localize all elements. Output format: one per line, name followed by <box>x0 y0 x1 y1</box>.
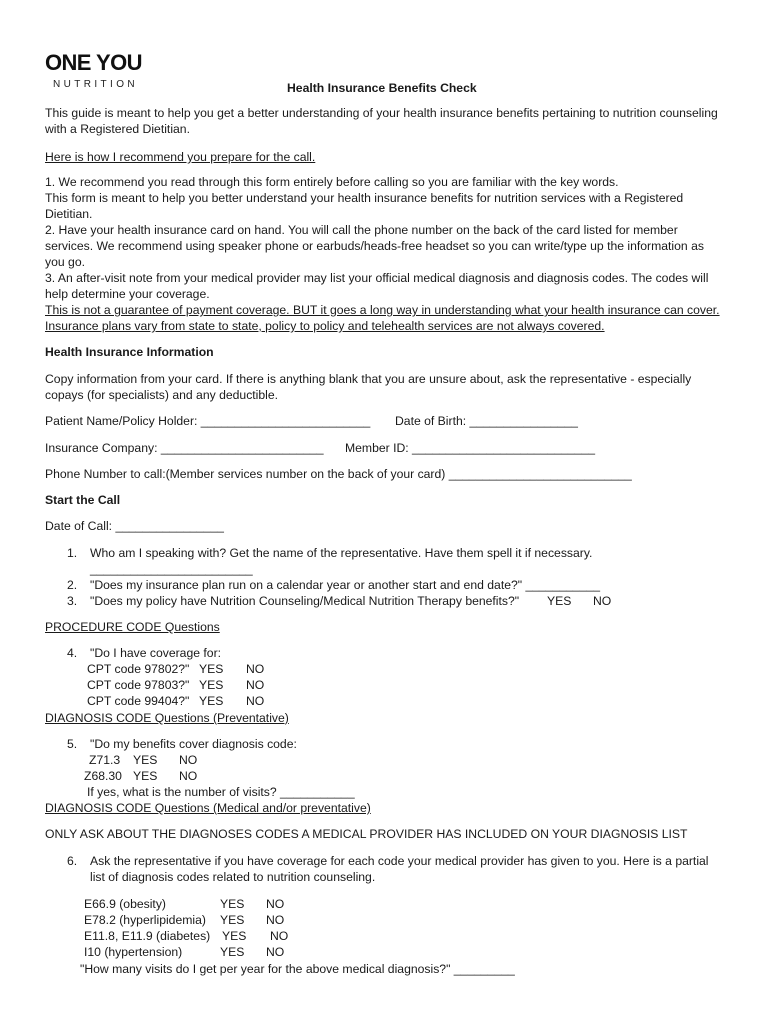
code-e78-2-yes[interactable]: YES <box>220 913 245 927</box>
code-e11-yes[interactable]: YES <box>222 929 247 943</box>
prepare-step-1-detail: This form is meant to help you better understand your health insurance benefits for nutrition services with a Registered Dietitian. <box>45 191 684 221</box>
number-of-visits-field[interactable]: If yes, what is the number of visits? ___________ <box>87 785 355 799</box>
document-title: Health Insurance Benefits Check <box>287 81 477 95</box>
prepare-heading: Here is how I recommend you prepare for the call. <box>45 150 316 164</box>
cpt-97803-no[interactable]: NO <box>246 678 265 692</box>
disclaimer: This is not a guarantee of payment coverage. BUT it goes a long way in understanding what your health insurance can cover. Insurance plans vary from state to state, policy to policy and telehealth services are not always covered. <box>45 303 720 333</box>
cpt-97802: CPT code 97802?" <box>87 662 190 676</box>
diagnosis-medical-heading: DIAGNOSIS CODE Questions (Medical and/or preventative) <box>45 801 371 815</box>
code-i10: I10 (hypertension) <box>84 945 183 959</box>
code-e78-2: E78.2 (hyperlipidemia) <box>84 913 206 927</box>
question-1-answer-line[interactable]: ________________________ <box>90 562 253 576</box>
question-1-number: 1. <box>67 546 78 560</box>
code-e11-no[interactable]: NO <box>270 929 289 943</box>
logo-subtitle: NUTRITION <box>53 79 139 90</box>
question-2-number: 2. <box>67 578 78 592</box>
code-z71-3-no[interactable]: NO <box>179 753 198 767</box>
question-4-number: 4. <box>67 646 78 660</box>
question-5: "Do my benefits cover diagnosis code: <box>90 737 297 751</box>
intro-paragraph: This guide is meant to help you get a better understanding of your health insurance benefits pertaining to nutrition counseling with a Registered Dietitian. <box>45 106 718 136</box>
code-e66-9: E66.9 (obesity) <box>84 897 166 911</box>
code-i10-no[interactable]: NO <box>266 945 285 959</box>
diagnosis-preventative-heading: DIAGNOSIS CODE Questions (Preventative) <box>45 711 289 725</box>
question-3: "Does my policy have Nutrition Counseling/Medical Nutrition Therapy benefits?" <box>90 594 520 608</box>
cpt-97803-yes[interactable]: YES <box>199 678 224 692</box>
code-z71-3: Z71.3 <box>89 753 121 767</box>
prepare-step-3: 3. An after-visit note from your medical provider may list your official medical diagnosis and diagnosis codes. The codes will help determine your coverage. <box>45 271 709 301</box>
question-3-number: 3. <box>67 594 78 608</box>
cpt-99404: CPT code 99404?" <box>87 694 190 708</box>
phone-number-field[interactable]: Phone Number to call:(Member services number on the back of your card) ___________________________ <box>45 467 632 481</box>
date-of-call-field[interactable]: Date of Call: ________________ <box>45 519 224 533</box>
member-id-field[interactable]: Member ID: ___________________________ <box>345 441 596 455</box>
question-5-number: 5. <box>67 737 78 751</box>
insurance-company-field[interactable]: Insurance Company: ________________________ <box>45 441 324 455</box>
cpt-97802-yes[interactable]: YES <box>199 662 224 676</box>
code-e66-9-yes[interactable]: YES <box>220 897 245 911</box>
question-3-no[interactable]: NO <box>593 594 612 608</box>
code-e11: E11.8, E11.9 (diabetes) <box>84 929 211 943</box>
code-z68-30: Z68.30 <box>84 769 122 783</box>
question-1: Who am I speaking with? Get the name of the representative. Have them spell it if necessary. <box>90 546 593 560</box>
patient-name-field[interactable]: Patient Name/Policy Holder: _________________________ <box>45 414 371 428</box>
question-6-number: 6. <box>67 854 78 868</box>
code-z68-30-no[interactable]: NO <box>179 769 198 783</box>
question-6: Ask the representative if you have coverage for each code your medical provider has given to you. Here is a partial list of diagnosis codes related to nutrition counseling. <box>90 854 709 884</box>
question-3-yes[interactable]: YES <box>547 594 572 608</box>
cpt-99404-no[interactable]: NO <box>246 694 265 708</box>
code-z71-3-yes[interactable]: YES <box>133 753 158 767</box>
insurance-info-heading: Health Insurance Information <box>45 345 214 359</box>
visits-per-year-question[interactable]: "How many visits do I get per year for the above medical diagnosis?" _________ <box>80 962 515 976</box>
cpt-97802-no[interactable]: NO <box>246 662 265 676</box>
date-of-birth-field[interactable]: Date of Birth: ________________ <box>395 414 578 428</box>
cpt-99404-yes[interactable]: YES <box>199 694 224 708</box>
code-e66-9-no[interactable]: NO <box>266 897 285 911</box>
prepare-step-1: 1. We recommend you read through this form entirely before calling so you are familiar with the key words. <box>45 175 619 189</box>
question-4: "Do I have coverage for: <box>90 646 222 660</box>
code-i10-yes[interactable]: YES <box>220 945 245 959</box>
procedure-code-heading: PROCEDURE CODE Questions <box>45 620 220 634</box>
start-call-heading: Start the Call <box>45 493 121 507</box>
code-e78-2-no[interactable]: NO <box>266 913 285 927</box>
only-ask-notice: ONLY ASK ABOUT THE DIAGNOSES CODES A MEDICAL PROVIDER HAS INCLUDED ON YOUR DIAGNOSIS LIST <box>45 827 688 841</box>
question-2: "Does my insurance plan run on a calendar year or another start and end date?" ___________ <box>90 578 601 592</box>
cpt-97803: CPT code 97803?" <box>87 678 190 692</box>
insurance-info-intro: Copy information from your card. If there is anything blank that you are unsure about, ask the representative - especially copays (for specialists) and any deductible. <box>45 372 692 402</box>
logo-wordmark: ONE YOU <box>45 50 142 75</box>
prepare-step-2: 2. Have your health insurance card on hand. You will call the phone number on the back of the card listed for member services. We recommend using speaker phone or earbuds/heads-free headset so you can write/type up the information as you go. <box>45 223 704 269</box>
code-z68-30-yes[interactable]: YES <box>133 769 158 783</box>
